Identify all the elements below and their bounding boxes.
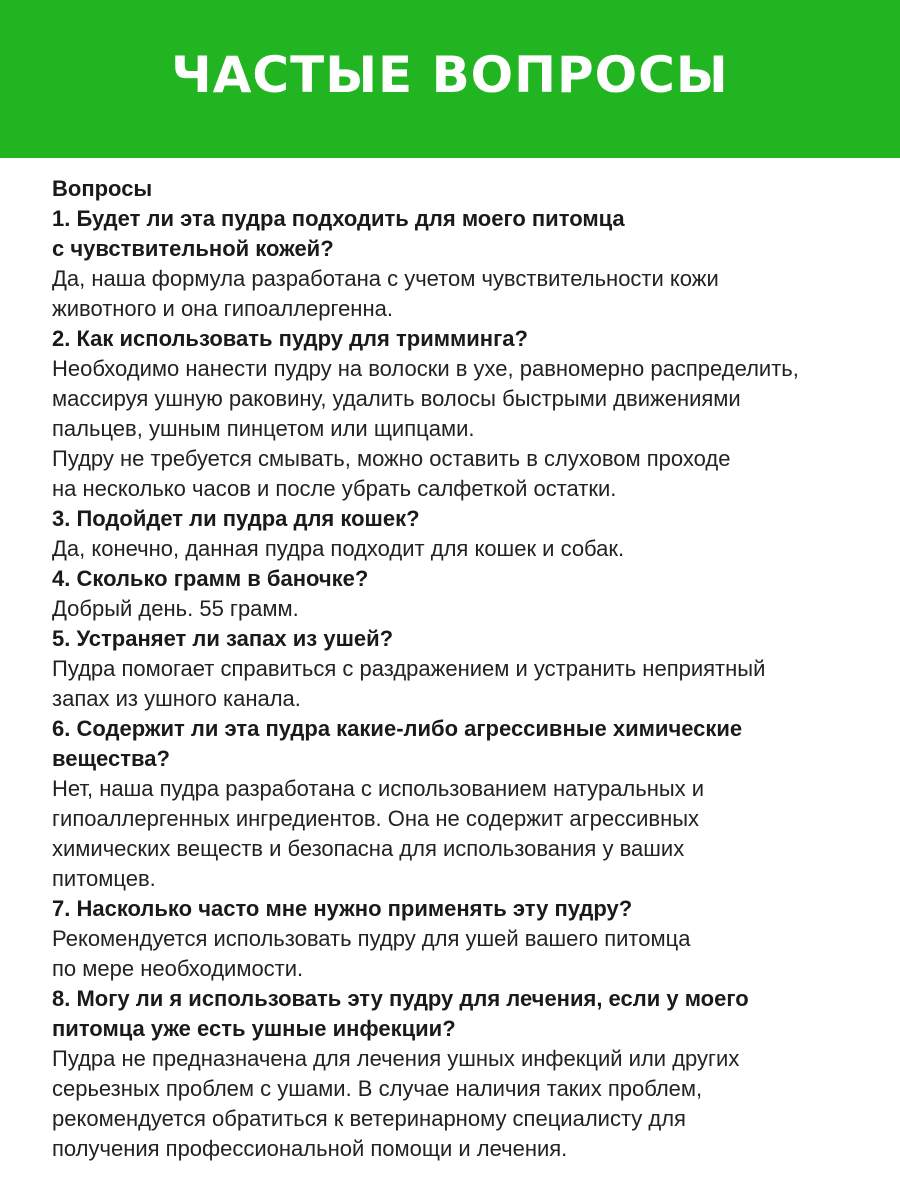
faq-answer: Пудра помогает справиться с раздражением и устранить неприятный запах из ушного канала. [52, 656, 766, 711]
faq-answer: Рекомендуется использовать пудру для ушей вашего питомца по мере необходимости. [52, 926, 691, 981]
faq-content [0, 158, 900, 1164]
faq-question: 4. Сколько грамм в баночке? [52, 566, 369, 591]
faq-item [52, 564, 860, 624]
faq-answer: Да, конечно, данная пудра подходит для кошек и собак. [52, 536, 625, 561]
faq-item [52, 984, 860, 1164]
faq-item [52, 324, 860, 504]
faq-item [52, 894, 860, 984]
faq-item [52, 624, 860, 714]
faq-item [52, 714, 860, 894]
faq-answer: Нет, наша пудра разработана с использованием натуральных и гипоаллергенных ингредиентов. Она не содержит агрессивных химических веществ и безопасна для использования у ваших питомцев. [52, 776, 705, 891]
faq-item [52, 504, 860, 564]
faq-question: 5. Устраняет ли запах из ушей? [52, 626, 394, 651]
faq-answer: Пудра не предназначена для лечения ушных инфекций или других серьезных проблем с ушами. В случае наличия таких проблем, рекомендуется обратиться к ветеринарному специалисту для получения профессиональной помощи и лечения. [52, 1046, 740, 1161]
faq-question: 7. Насколько часто мне нужно применять эту пудру? [52, 896, 633, 921]
header-banner [0, 0, 900, 158]
faq-answer: Добрый день. 55 грамм. [52, 596, 299, 621]
faq-answer: Да, наша формула разработана с учетом чувствительности кожи животного и она гипоаллергенна. [52, 266, 719, 321]
section-title: Вопросы [52, 176, 153, 201]
faq-item [52, 204, 860, 324]
page-title: ЧАСТЫЕ ВОПРОСЫ [171, 46, 729, 104]
faq-answer: Необходимо нанести пудру на волоски в ухе, равномерно распределить, массируя ушную раковину, удалить волосы быстрыми движениями пальцев, ушным пинцетом или щипцами. Пудру не требуется смывать, можно оставить в слуховом проходе на несколько часов и после убрать салфеткой остатки. [52, 356, 799, 501]
faq-question: 3. Подойдет ли пудра для кошек? [52, 506, 420, 531]
faq-question: 8. Могу ли я использовать эту пудру для лечения, если у моего питомца уже есть ушные инфекции? [52, 986, 749, 1041]
faq-question: 6. Содержит ли эта пудра какие-либо агрессивные химические вещества? [52, 716, 743, 771]
faq-question: 1. Будет ли эта пудра подходить для моего питомца с чувствительной кожей? [52, 206, 625, 261]
faq-question: 2. Как использовать пудру для тримминга? [52, 326, 528, 351]
